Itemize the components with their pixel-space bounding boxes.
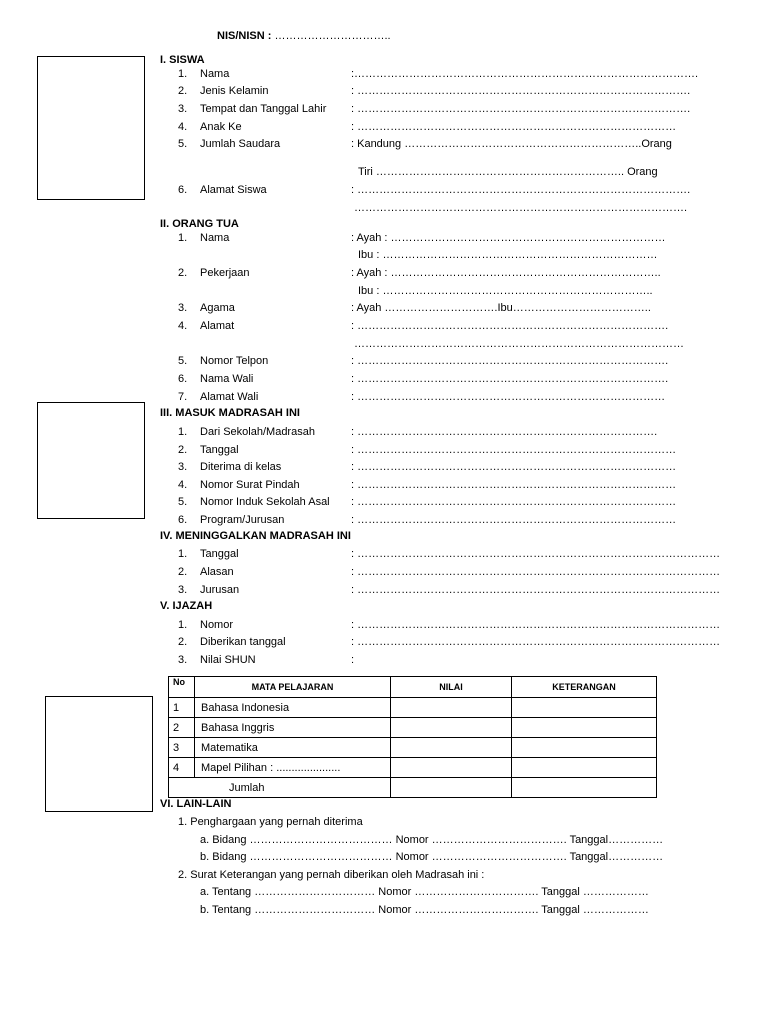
table-row [169, 758, 657, 778]
table-header-row [169, 677, 657, 698]
lain-line[interactable]: 2. Surat Keterangan yang pernah diberikan oleh Madrasah ini : [178, 869, 485, 881]
field-number: 3. [178, 584, 188, 596]
field-number: 2. [178, 636, 188, 648]
field-value-line[interactable]: : Kandung ………………………………………………………..Orang [351, 138, 672, 150]
field-value-line[interactable]: : ……………………………………………………………………………………… [351, 548, 721, 560]
section-title: III. MASUK MADRASAH INI [160, 407, 300, 419]
field-label: Alasan [200, 566, 234, 578]
field-value-line[interactable]: : …………………………………………………………………………… [351, 444, 677, 456]
table-row [169, 698, 657, 718]
field-number: 6. [178, 373, 188, 385]
row-number: 1 [169, 698, 195, 718]
lain-line[interactable]: a. Bidang ………………………………… Nomor ………………………………. Tanggal…………… [200, 834, 664, 846]
row-value-cell[interactable] [391, 718, 512, 738]
field-value-line[interactable]: : …………………………………………………………………………. [351, 373, 669, 385]
field-number: 2. [178, 566, 188, 578]
field-label: Agama [200, 302, 235, 314]
col-no-header: No [169, 677, 195, 698]
field-label: Dari Sekolah/Madrasah [200, 426, 315, 438]
field-value-line[interactable]: : …………………………………………………………………………. [351, 320, 669, 332]
field-label: Nilai SHUN [200, 654, 256, 666]
lain-line[interactable]: b. Bidang ………………………………… Nomor ………………………………. Tanggal…………… [200, 851, 664, 863]
field-value-line[interactable]: : [351, 654, 355, 666]
row-subject: Bahasa Inggris [195, 718, 391, 738]
field-label: Program/Jurusan [200, 514, 285, 526]
field-value-line[interactable]: ………………………………………………………………………………. [354, 202, 688, 214]
field-value-line[interactable]: : …………………………………………………………………………… [351, 496, 677, 508]
col-value-header: NILAI [391, 677, 512, 698]
field-value-line[interactable]: : Ayah ………………………….Ibu……………………………….. [351, 302, 651, 314]
field-label: Diberikan tanggal [200, 636, 286, 648]
row-value-cell[interactable] [391, 738, 512, 758]
field-number: 5. [178, 496, 188, 508]
field-value-line[interactable]: : ……………………………………………………………………………………… [351, 584, 721, 596]
total-value-cell[interactable] [391, 778, 512, 798]
field-label: Alamat [200, 320, 235, 332]
nis-dots: ………………………….. [274, 30, 391, 42]
field-number: 7. [178, 391, 188, 403]
field-label: Jenis Kelamin [200, 85, 269, 97]
nis-header [217, 29, 391, 43]
row-value-cell[interactable] [391, 698, 512, 718]
photo-box-3 [45, 696, 153, 812]
field-label: Nama [200, 68, 230, 80]
field-label: Alamat Wali [200, 391, 259, 403]
field-label: Nomor Surat Pindah [200, 479, 300, 491]
field-label: Tanggal [200, 548, 239, 560]
field-number: 1. [178, 426, 188, 438]
field-number: 4. [178, 320, 188, 332]
field-label: Jumlah Saudara [200, 138, 281, 150]
field-value-line[interactable]: : Ayah : ………………………………………………………………… [351, 232, 666, 244]
field-value-line[interactable]: : …………………………………………………………………………… [351, 461, 677, 473]
row-subject: Matematika [195, 738, 391, 758]
table-row [169, 718, 657, 738]
field-value-line[interactable]: : ………………………………………………………………………………. [351, 184, 691, 196]
field-number: 1. [178, 68, 188, 80]
field-value-line[interactable]: Ibu : ……………………………………………………………….. [358, 285, 653, 297]
row-number: 2 [169, 718, 195, 738]
field-label: Alamat Siswa [200, 184, 267, 196]
field-number: 2. [178, 267, 188, 279]
field-value-line[interactable]: : ………………………………………………………………………………. [351, 103, 691, 115]
total-note-cell[interactable] [512, 778, 657, 798]
field-number: 5. [178, 138, 188, 150]
field-value-line[interactable]: : ……………………………………………………………………………………… [351, 636, 721, 648]
field-number: 1. [178, 619, 188, 631]
field-label: Diterima di kelas [200, 461, 282, 473]
field-label: Nomor Induk Sekolah Asal [200, 496, 330, 508]
table-total-row [169, 778, 657, 798]
field-value-line[interactable]: : ………………………………………………………………………. [351, 426, 658, 438]
field-value-line[interactable]: Tiri ………………………………………………………….. Orang [358, 166, 658, 178]
field-number: 1. [178, 548, 188, 560]
grades-table [168, 676, 657, 798]
field-label: Nomor Telpon [200, 355, 269, 367]
row-value-cell[interactable] [391, 758, 512, 778]
section-title: V. IJAZAH [160, 600, 213, 612]
col-note-header: KETERANGAN [512, 677, 657, 698]
field-label: Tanggal [200, 444, 239, 456]
field-number: 3. [178, 302, 188, 314]
row-note-cell[interactable] [512, 698, 657, 718]
field-number: 3. [178, 461, 188, 473]
field-number: 3. [178, 654, 188, 666]
section-title: IV. MENINGGALKAN MADRASAH INI [160, 530, 351, 542]
field-label: Pekerjaan [200, 267, 250, 279]
section-title: I. SISWA [160, 54, 205, 66]
row-subject: Mapel Pilihan : ..................... [195, 758, 391, 778]
total-label: Jumlah [169, 778, 391, 798]
table-row [169, 738, 657, 758]
field-value-line[interactable]: : …………………………………………………………………………… [351, 121, 677, 133]
field-value-line[interactable]: :…………………………………………………………………………………. [351, 68, 699, 80]
field-value-line[interactable]: : ………………………………………………………………………… [351, 391, 666, 403]
field-value-line[interactable]: : …………………………………………………………………………. [351, 355, 669, 367]
field-label: Anak Ke [200, 121, 242, 133]
field-label: Nama Wali [200, 373, 254, 385]
field-number: 4. [178, 121, 188, 133]
lain-line[interactable]: a. Tentang …………………………… Nomor ……………………………. Tanggal ……………… [200, 886, 649, 898]
field-label: Nomor [200, 619, 234, 631]
field-number: 6. [178, 514, 188, 526]
field-value-line[interactable]: : …………………………………………………………………………… [351, 514, 677, 526]
field-label: Nama [200, 232, 230, 244]
row-note-cell[interactable] [512, 718, 657, 738]
row-note-cell[interactable] [512, 758, 657, 778]
field-value-line[interactable]: : Ayah : ……………………………………………………………….. [351, 267, 661, 279]
photo-box-1 [37, 56, 145, 200]
field-value-line[interactable]: : …………………………………………………………………………… [351, 479, 677, 491]
section-title: II. ORANG TUA [160, 218, 239, 230]
row-number: 4 [169, 758, 195, 778]
field-number: 2. [178, 444, 188, 456]
field-value-line[interactable]: Ibu : ………………………………………………………………… [358, 249, 658, 261]
field-number: 1. [178, 232, 188, 244]
row-subject: Bahasa Indonesia [195, 698, 391, 718]
field-value-line[interactable]: : ……………………………………………………………………………………… [351, 619, 721, 631]
section-title-lain: VI. LAIN-LAIN [160, 798, 232, 810]
field-number: 3. [178, 103, 188, 115]
field-number: 2. [178, 85, 188, 97]
col-subject-header: MATA PELAJARAN [195, 677, 391, 698]
photo-box-2 [37, 402, 145, 519]
field-label: Tempat dan Tanggal Lahir [200, 103, 327, 115]
field-number: 6. [178, 184, 188, 196]
lain-line[interactable]: 1. Penghargaan yang pernah diterima [178, 816, 363, 828]
row-note-cell[interactable] [512, 738, 657, 758]
field-number: 4. [178, 479, 188, 491]
nis-label: NIS/NISN : [217, 30, 272, 42]
lain-line[interactable]: b. Tentang …………………………… Nomor ……………………………. Tanggal ……………… [200, 904, 649, 916]
row-number: 3 [169, 738, 195, 758]
field-value-line[interactable]: : ……………………………………………………………………………………… [351, 566, 721, 578]
field-number: 5. [178, 355, 188, 367]
field-value-line[interactable]: : ………………………………………………………………………………. [351, 85, 691, 97]
field-value-line[interactable]: ……………………………………………………………………………… [354, 338, 684, 350]
field-label: Jurusan [200, 584, 240, 596]
